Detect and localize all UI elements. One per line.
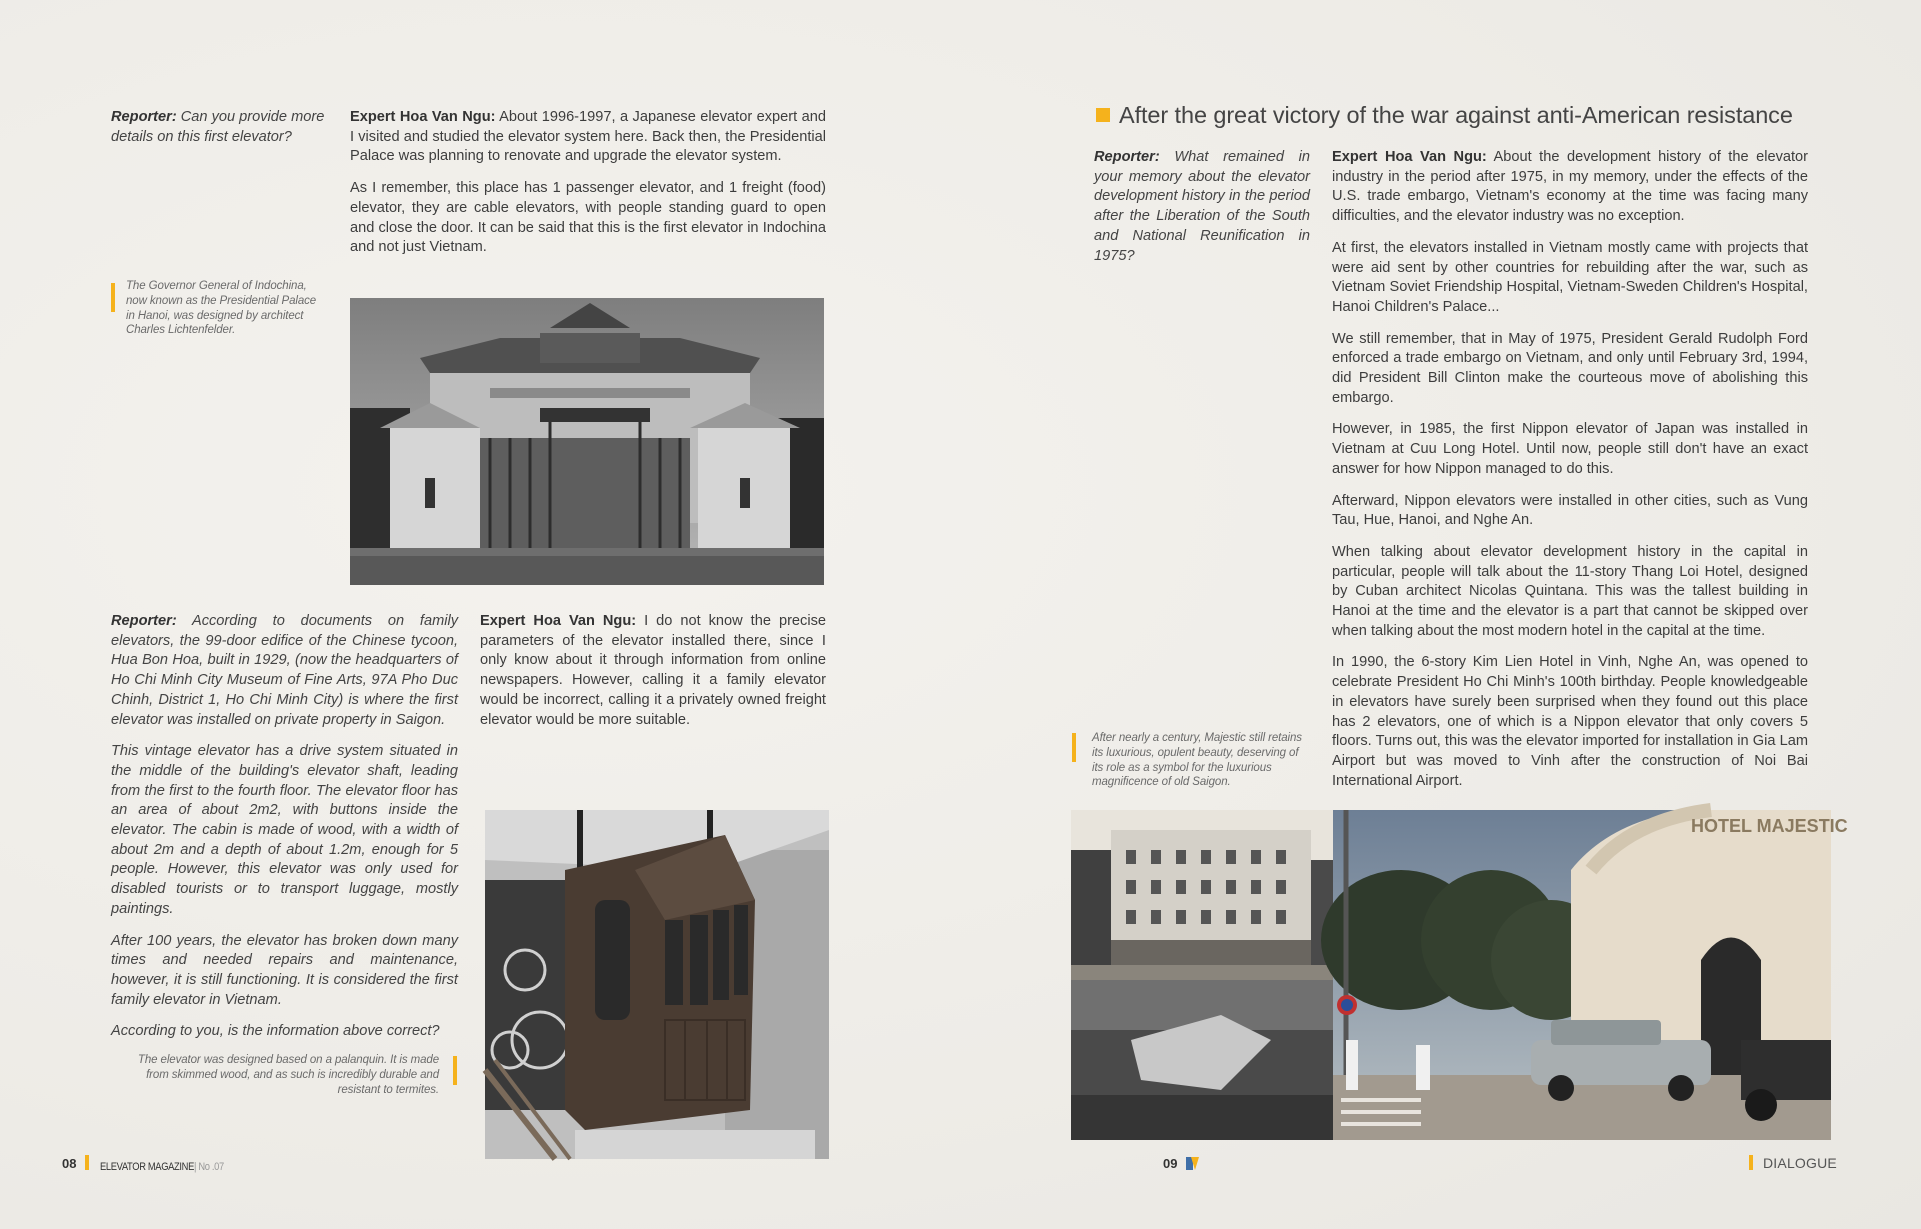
magazine-name: ELEVATOR MAGAZINE <box>100 1161 194 1173</box>
footer-magazine <box>100 1157 246 1175</box>
expert-paragraph: In 1990, the 6-story Kim Lien Hotel in Vinh, Nghe An, was opened to celebrate President Ho Chi Minh's 100th birthday. People knowledgeable in elevators have surely been surprised when they found out this place has 2 elevators, one of which is a Nippon elevator that only covers 5 floors. Turns out, this was the elevator imported for installation in Gia Lam Airport but was moved to Vinh after the construction of Noi Bai International Airport. <box>1332 654 1808 789</box>
expert-answer-3 <box>1332 148 1808 803</box>
reporter-paragraph: After 100 years, the elevator has broken down many times and needed repairs and maintenance, however, it is still functioning. It is considered the first family elevator in Vietnam. <box>111 932 458 1008</box>
expert-paragraph: As I remember, this place has 1 passenger elevator, and 1 freight (food) elevator, they are cable elevators, with people standing guard to open and close the door. It can be said that this is the first elevator in Indochina and not just Vietnam. <box>350 180 826 256</box>
photo-hotel-majestic-collage <box>1071 810 1848 1140</box>
reporter-paragraph <box>111 612 458 730</box>
caption-accent-bar <box>1072 733 1076 762</box>
footer-accent-bar <box>1749 1155 1753 1170</box>
footer-accent-bar <box>85 1155 89 1170</box>
expert-label: Expert Hoa Van Ngu: <box>480 613 637 629</box>
expert-paragraph <box>1332 148 1808 227</box>
section-label: DIALOGUE <box>1763 1155 1837 1171</box>
expert-answer-2 <box>480 612 826 742</box>
expert-answer-1 <box>350 108 826 270</box>
expert-paragraph <box>350 108 826 167</box>
hotel-sign-text: HOTEL MAJESTIC <box>1691 816 1848 836</box>
caption-elevator: The elevator was designed based on a palanquin. It is made from skimmed wood, and as such is incredibly durable and resistant to termites. <box>137 1054 439 1096</box>
expert-paragraph: Afterward, Nippon elevators were installed in other cities, such as Vung Tau, Hue, Hanoi, and Nghe An. <box>1332 492 1808 529</box>
expert-text: I do not know the precise parameters of the elevator installed there, since I only know about it through information from online newspapers. However, calling it a family elevator would be incorrect, calling it a privately owned freight elevator would be more suitable. <box>480 613 826 728</box>
reporter-question-text: Can you provide more details on this first elevator? <box>111 109 325 145</box>
reporter-question-2 <box>111 612 458 1054</box>
reporter-label: Reporter: <box>111 613 177 629</box>
photo-presidential-palace <box>350 298 824 585</box>
expert-paragraph: We still remember, that in May of 1975, President Gerald Rudolph Ford enforced a trade embargo on Vietnam, and only until February 3rd, 1994, did President Bill Clinton make the courteous move of abolishing this embargo. <box>1332 330 1808 406</box>
expert-text: About the development history of the elevator industry in the period after 1975, in my memory, under the effects of the U.S. trade embargo, Vietnam's economy at the time was facing many difficulties, and the elevator industry was no exception. <box>1332 149 1809 225</box>
expert-label: Expert Hoa Van Ngu: <box>350 109 496 125</box>
page-number-right: 09 <box>1163 1156 1178 1171</box>
caption-accent-bar <box>111 283 115 312</box>
expert-paragraph: However, in 1985, the first Nippon elevator of Japan was installed in Vietnam at Cuu Long Hotel. Until now, people still don't have an exact answer for how Nippon managed to do this. <box>1332 421 1808 477</box>
reporter-question-text: What remained in your memory about the elevator development history in the period after the Liberation of the South and National Reunification in 1975? <box>1094 149 1310 264</box>
caption-accent-bar <box>453 1056 457 1085</box>
reporter-question-3 <box>1094 148 1310 266</box>
caption-palace: The Governor General of Indochina, now known as the Presidential Palace in Hanoi, was designed by architect Charles Lichtenfelder. <box>126 280 317 337</box>
section-heading-text: After the great victory of the war against anti-American resistance <box>1119 102 1793 128</box>
reporter-question-final: According to you, is the information above correct? <box>111 1023 440 1040</box>
reporter-question-1 <box>111 108 329 147</box>
expert-paragraph: At first, the elevators installed in Vietnam mostly came with projects that were aid sent by other countries for rebuilding after the war, such as Vietnam Soviet Friendship Hospital, Vietnam-Sweden Children's Hospital, Hanoi Children's Palace... <box>1332 239 1808 315</box>
expert-paragraph <box>480 612 826 730</box>
caption-majestic: After nearly a century, Majestic still retains its luxurious, opulent beauty, deserving of its role as a symbol for the luxurious magnificence of old Saigon. <box>1092 732 1302 789</box>
photo-wooden-elevator <box>485 810 829 1159</box>
page-number-left: 08 <box>62 1156 77 1171</box>
expert-text: About 1996-1997, a Japanese elevator expert and I visited and studied the elevator system here. Back then, the Presidential Palace was planning to renovate and upgrade the elevator system. <box>350 109 826 165</box>
heading-bullet-icon <box>1096 108 1110 122</box>
expert-label: Expert Hoa Van Ngu: <box>1332 149 1487 165</box>
magazine-logo-icon <box>1186 1157 1199 1170</box>
reporter-question-text: According to documents on family elevators, the 99-door edifice of the Chinese tycoon, Hua Bon Hoa, built in 1929, (now the headquarters of Ho Chi Minh City Museum of Fine Arts, 97A Pho Duc Chinh, District 1, Ho Chi Minh City) is where the first elevator was installed on private property in Saigon. <box>111 613 459 728</box>
reporter-label: Reporter: <box>111 109 177 125</box>
reporter-label: Reporter: <box>1094 149 1160 165</box>
reporter-paragraph: This vintage elevator has a drive system situated in the middle of the building's elevator shaft, leading from the first to the fourth floor. The elevator floor has an area of about 2m2, with buttons inside the elevator. The cabin is made of wood, with a width of about 2m and a depth of about 1.2m, enough for 5 people. However, this elevator was only used for disabled tourists or to transport luggage, mostly paintings. <box>111 743 458 917</box>
issue-number: | No .07 <box>193 1161 224 1173</box>
section-heading <box>1096 102 1793 129</box>
expert-paragraph: When talking about elevator development history in the capital in particular, people will talk about the 11-story Thang Loi Hotel, designed by Cuban architect Nicolas Quintana. This was the tallest building in Hanoi at the time and the elevator is a part that cannot be skipped over when talking about the most modern hotel in the capital at the time. <box>1332 543 1808 639</box>
